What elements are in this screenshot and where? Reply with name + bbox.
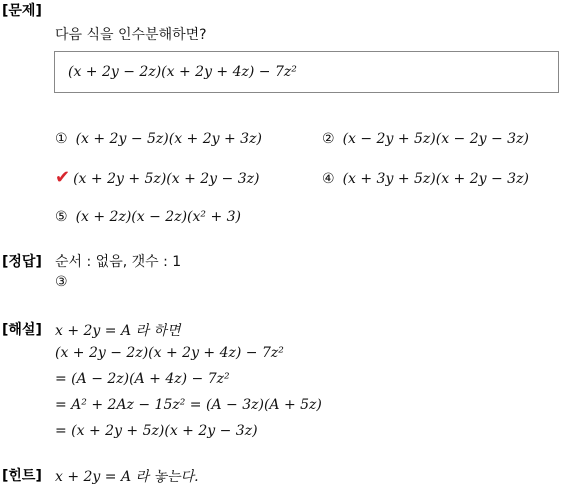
explanation-line: = A² + 2Az − 15z² = (A − 3z)(A + 5z) bbox=[55, 397, 322, 413]
choice-text: (x + 3y + 5z)(x + 2y − 3z) bbox=[342, 171, 529, 187]
answer-label: [정답] bbox=[2, 254, 42, 270]
answer-info: 순서 : 없음, 갯수 : 1 bbox=[55, 254, 182, 270]
choice-number: ② bbox=[322, 131, 335, 147]
explanation-line: (x + 2y − 2z)(x + 2y + 4z) − 7z² bbox=[55, 345, 284, 361]
explanation-line: = (x + 2y + 5z)(x + 2y − 3z) bbox=[55, 423, 258, 439]
explanation-line: = (A − 2z)(A + 4z) − 7z² bbox=[55, 371, 230, 387]
choice-text: (x + 2y − 5z)(x + 2y + 3z) bbox=[75, 131, 262, 147]
problem-expression: (x + 2y − 2z)(x + 2y + 4z) − 7z² bbox=[68, 64, 297, 80]
explanation-label: [해설] bbox=[2, 322, 42, 338]
explanation-line: x + 2y = A 라 하면 bbox=[55, 323, 181, 339]
choice-text: (x − 2y + 5z)(x − 2y − 3z) bbox=[342, 131, 529, 147]
choice-text: (x + 2z)(x − 2z)(x² + 3) bbox=[75, 209, 241, 225]
hint-label: [힌트] bbox=[2, 468, 42, 484]
question-text: 다음 식을 인수분해하면? bbox=[55, 27, 207, 43]
choice-number: ① bbox=[55, 131, 68, 147]
choice-1[interactable] bbox=[55, 128, 262, 147]
problem-label: [문제] bbox=[2, 3, 42, 19]
choice-number: ⑤ bbox=[55, 209, 68, 225]
choice-5[interactable] bbox=[55, 206, 241, 225]
choice-3[interactable] bbox=[55, 167, 259, 188]
hint-text: x + 2y = A 라 놓는다. bbox=[55, 469, 199, 485]
choice-4[interactable] bbox=[322, 168, 529, 187]
answer-value: ③ bbox=[55, 274, 68, 290]
checkmark-icon: ✔ bbox=[55, 167, 71, 188]
choice-text: (x + 2y + 5z)(x + 2y − 3z) bbox=[73, 171, 260, 187]
choice-2[interactable] bbox=[322, 128, 529, 147]
choice-number: ④ bbox=[322, 171, 335, 187]
